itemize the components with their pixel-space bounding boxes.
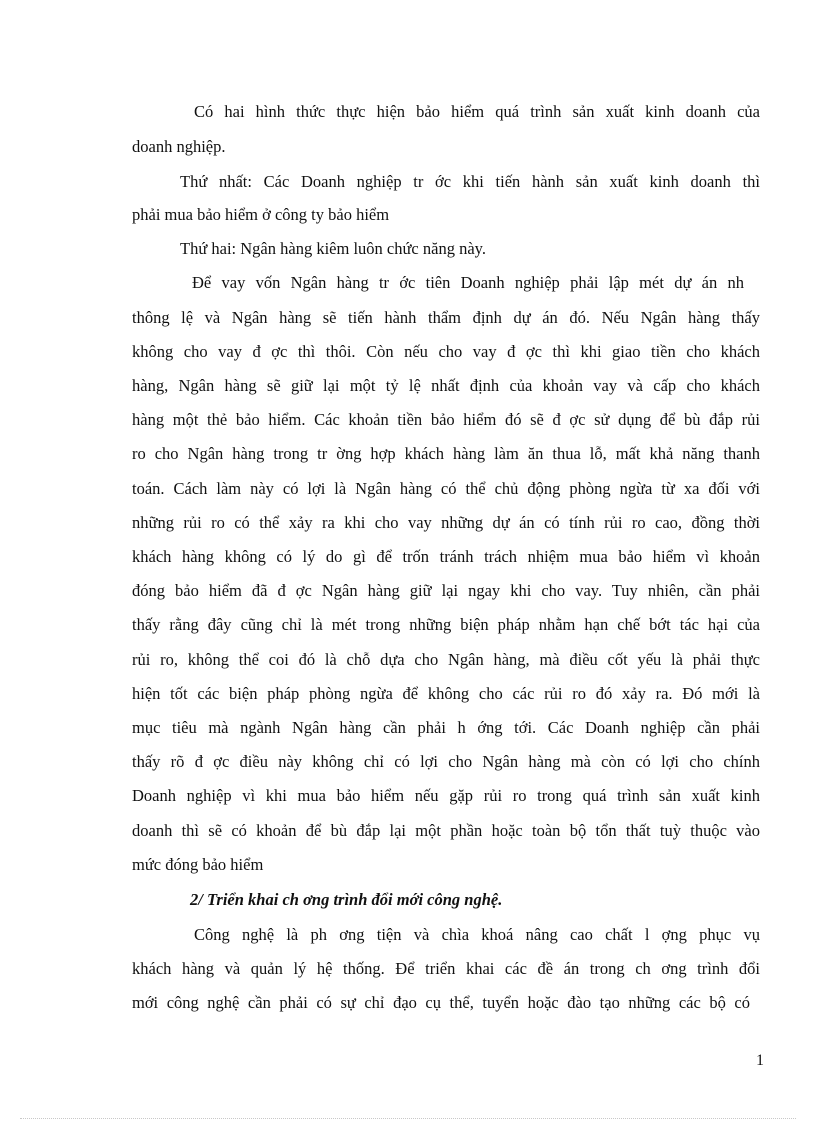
text-line: ro cho Ngân hàng trong tr ờng hợp khách hàng làm ăn thua lỗ, mất khả năng thanh xyxy=(132,444,760,463)
text-line: Công nghệ là ph ơng tiện và chìa khoá nâng cao chất l ợng phục vụ xyxy=(194,925,760,944)
text-line: rủi ro, không thể coi đó là chỗ dựa cho Ngân hàng, mà điều cốt yếu là phải thực xyxy=(132,650,760,669)
text-line: hàng một thẻ bảo hiểm. Các khoản tiền bảo hiểm đó sẽ đ ợc sử dụng để bù đắp rủi xyxy=(132,410,760,429)
text-line: hiện tốt các biện pháp phòng ngừa để không cho các rủi ro đó xảy ra. Đó mới là xyxy=(132,684,760,703)
text-line: doanh nghiệp. xyxy=(132,137,226,156)
text-line: khách hàng và quản lý hệ thống. Để triển khai các đề án trong ch ơng trình đổi xyxy=(132,959,760,978)
text-line: hàng, Ngân hàng sẽ giữ lại một tỷ lệ nhất định của khoản vay và cấp cho khách xyxy=(132,376,760,395)
text-line: Có hai hình thức thực hiện bảo hiểm quá trình sản xuất kinh doanh của xyxy=(194,102,760,121)
text-line: những rủi ro có thể xảy ra khi cho vay những dự án có tính rủi ro cao, đồng thời xyxy=(132,513,760,532)
text-line: doanh thì sẽ có khoản để bù đắp lại một phần hoặc toàn bộ tổn thất tuỳ thuộc vào xyxy=(132,821,760,840)
text-line: đóng bảo hiểm đã đ ợc Ngân hàng giữ lại ngay khi cho vay. Tuy nhiên, cần phải xyxy=(132,581,760,600)
text-line: không cho vay đ ợc thì thôi. Còn nếu cho vay đ ợc thì khi giao tiền cho khách xyxy=(132,342,760,361)
text-line: Doanh nghiệp vì khi mua bảo hiểm nếu gặp rủi ro trong quá trình sản xuất kinh xyxy=(132,786,760,805)
page-number: 1 xyxy=(756,1052,764,1069)
text-line: Để vay vốn Ngân hàng tr ớc tiên Doanh nghiệp phải lập mét dự án nh xyxy=(192,273,744,292)
text-line: Thứ hai: Ngân hàng kiêm luôn chức năng này. xyxy=(180,239,486,258)
text-line: khách hàng không có lý do gì để trốn tránh trách nhiệm mua bảo hiểm vì khoản xyxy=(132,547,760,566)
text-line: thông lệ và Ngân hàng sẽ tiến hành thẩm định dự án đó. Nếu Ngân hàng thấy xyxy=(132,308,760,327)
text-line: thấy rằng đây cũng chỉ là mét trong những biện pháp nhằm hạn chế bớt tác hại của xyxy=(132,615,760,634)
text-line: mức đóng bảo hiểm xyxy=(132,855,264,874)
section-heading: 2/ Triển khai ch ơng trình đổi mới công nghệ. xyxy=(190,890,503,909)
text-line: Thứ nhất: Các Doanh nghiệp tr ớc khi tiến hành sản xuất kinh doanh thì xyxy=(180,172,760,191)
text-line: toán. Cách làm này có lợi là Ngân hàng có thể chủ động phòng ngừa từ xa đối với xyxy=(132,479,760,498)
footer-divider xyxy=(20,1118,796,1119)
text-line: mục tiêu mà ngành Ngân hàng cần phải h ớng tới. Các Doanh nghiệp cần phải xyxy=(132,718,760,737)
text-line: phải mua bảo hiểm ở công ty bảo hiểm xyxy=(132,205,390,224)
text-line: mới công nghệ cần phải có sự chỉ đạo cụ thể, tuyển hoặc đào tạo những các bộ có xyxy=(132,993,750,1012)
text-line: thấy rõ đ ợc điều này không chỉ có lợi cho Ngân hàng mà còn có lợi cho chính xyxy=(132,752,760,771)
